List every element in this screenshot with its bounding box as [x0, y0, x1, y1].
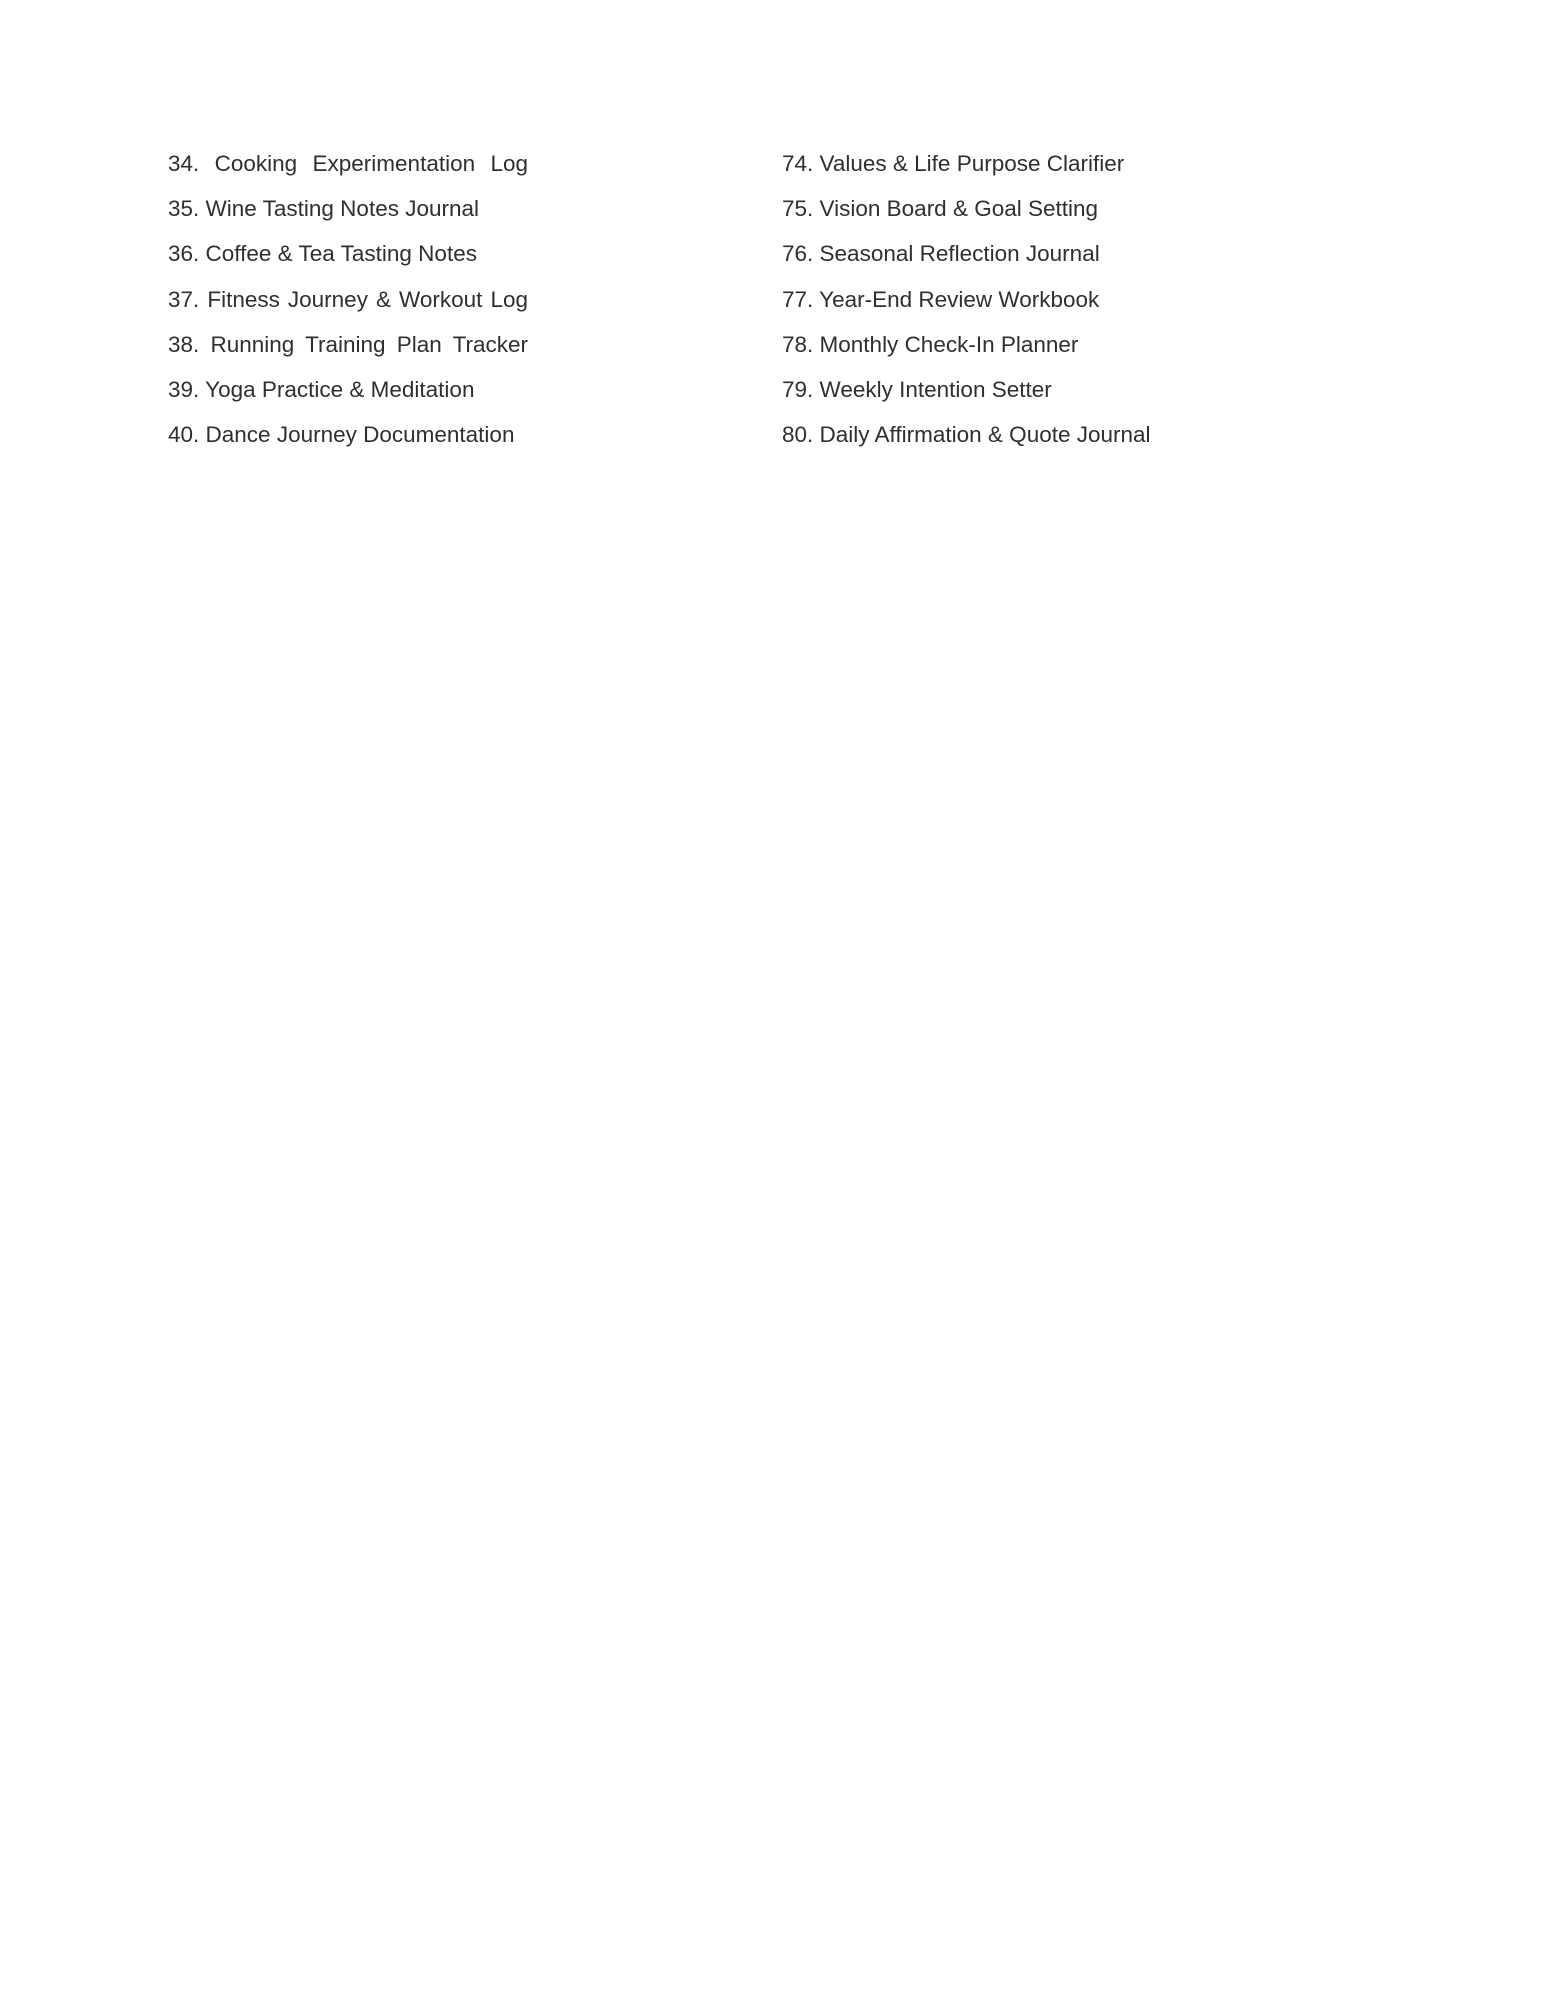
list-item: 35. Wine Tasting Notes Journal: [168, 196, 480, 222]
list-item: 74. Values & Life Purpose Clarifier: [782, 151, 1125, 176]
list-item: 34. Cooking Experimentation Log: [168, 151, 528, 176]
list-item: 80. Daily Affirmation & Quote Journal: [782, 422, 1151, 448]
list-item: 36. Coffee & Tea Tasting Notes: [168, 241, 477, 267]
list-item: 75. Vision Board & Goal Setting: [782, 196, 1099, 222]
list-item: 40. Dance Journey Documentation: [168, 422, 515, 448]
list-item: 77. Year-End Review Workbook: [782, 286, 1100, 312]
list-item: 38. Running Training Plan Tracker: [168, 331, 528, 357]
list-item: 76. Seasonal Reflection Journal: [782, 241, 1100, 267]
list-item: 79. Weekly Intention Setter: [782, 376, 1052, 402]
list-column-left: [168, 141, 528, 457]
list-item: 37. Fitness Journey & Workout Log: [168, 286, 528, 312]
list-column-right: [782, 141, 1302, 457]
list-item: 39. Yoga Practice & Meditation: [168, 376, 475, 402]
list-item: 78. Monthly Check-In Planner: [782, 331, 1079, 357]
